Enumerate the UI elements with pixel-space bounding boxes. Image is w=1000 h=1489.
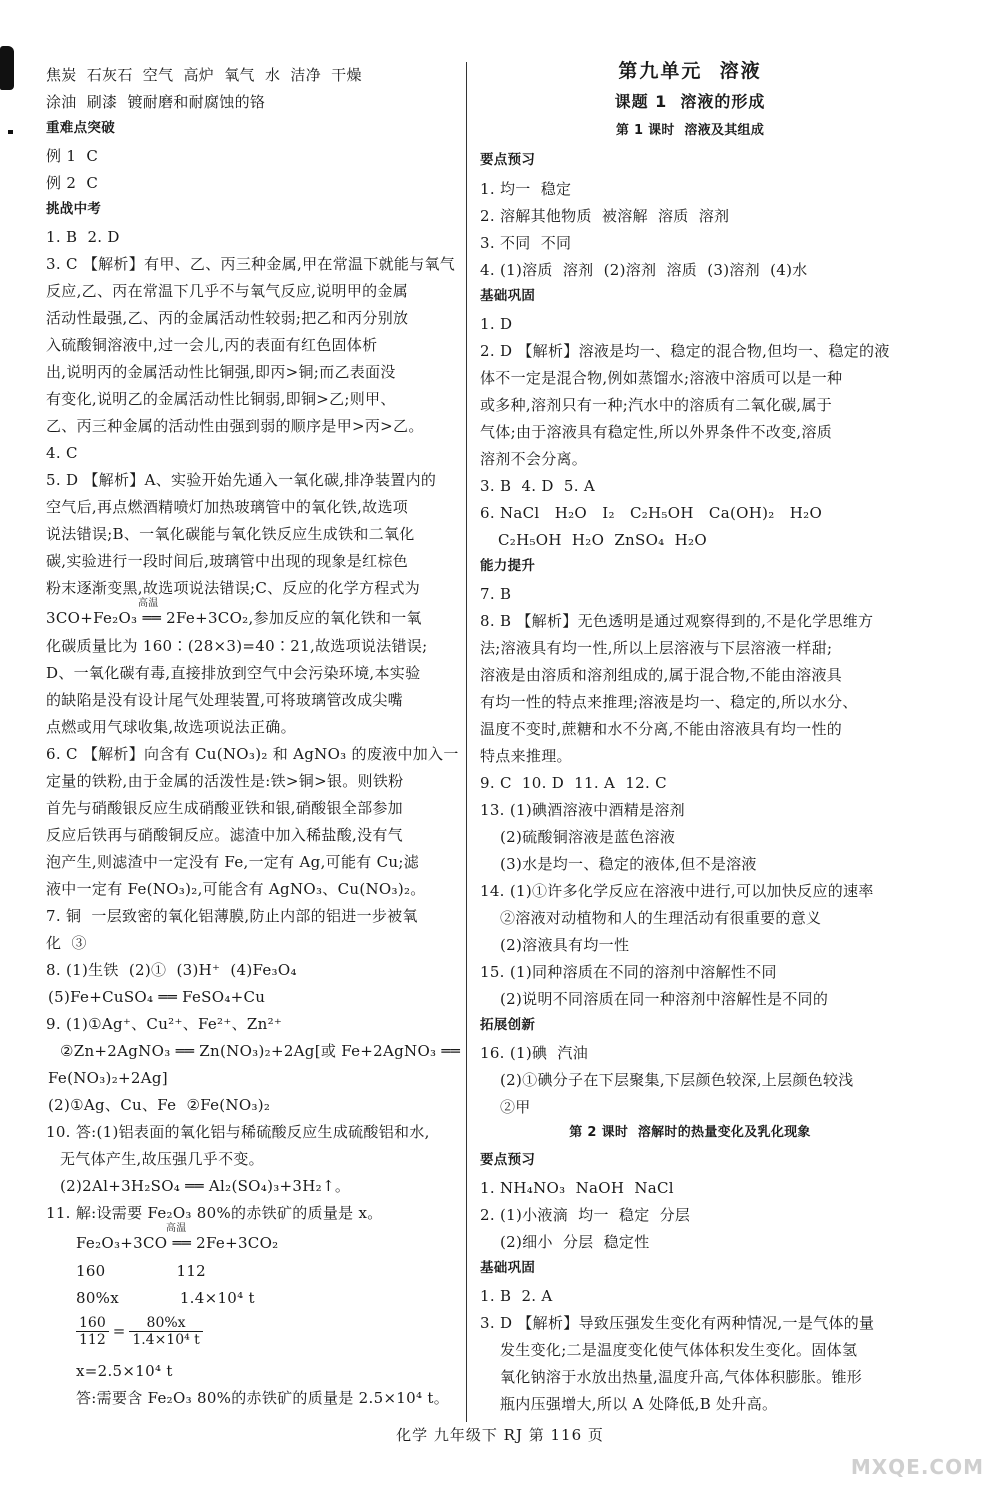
- answer-line: C₂H₅OH H₂O ZnSO₄ H₂O: [498, 531, 707, 549]
- section-heading: 挑战中考: [46, 201, 102, 217]
- answer-line: 160 112: [76, 1262, 207, 1280]
- scan-edge-dot: [8, 130, 13, 134]
- answer-line: 活动性最强,乙、丙的金属活动性较弱;把乙和丙分别放: [46, 309, 409, 327]
- answer-line: 80%x 1.4×10⁴ t: [76, 1289, 255, 1307]
- answer-line: 泡产生,则滤渣中一定没有 Fe,一定有 Ag,可能有 Cu;滤: [46, 853, 420, 871]
- answer-line: D、一氧化碳有毒,直接排放到空气中会污染环境,本实验: [46, 664, 421, 682]
- answer-line: 液中一定有 Fe(NO₃)₂,可能含有 AgNO₃、Cu(NO₃)₂。: [46, 880, 426, 898]
- answer-line: 1. D: [480, 315, 513, 333]
- answer-line: 首先与硝酸银反应生成硝酸亚铁和银,硝酸银全部参加: [46, 799, 403, 817]
- answer-line: 反应,乙、丙在常温下几乎不与氧气反应,说明甲的金属: [46, 282, 409, 300]
- lesson-title: 第 1 课时 溶液及其组成: [615, 123, 765, 138]
- answer-line: 反应后铁再与硝酸铜反应。滤渣中加入稀盐酸,没有气: [46, 826, 403, 844]
- answer-line: 1. B 2. D: [46, 228, 120, 246]
- answer-line: 体不一定是混合物,例如蒸馏水;溶液中溶质可以是一种: [480, 369, 843, 387]
- unit-title: 第九单元 溶液: [618, 60, 762, 82]
- watermark: [810, 1389, 990, 1481]
- section-heading: 重难点突破: [46, 120, 115, 136]
- answer-line: 3. D 【解析】导致压强发生变化有两种情况,一是气体的量: [480, 1314, 875, 1332]
- answer-line: 说法错误;B、一氧化碳能与氧化铁反应生成铁和二氧化: [46, 525, 415, 543]
- answer-line: 有变化,说明乙的金属活动性比铜弱,即铜>乙;则甲、: [46, 390, 396, 408]
- topic-title: 课题 1 溶液的形成: [614, 92, 766, 111]
- answer-line: 特点来推理。: [480, 747, 572, 765]
- answer-line: 7. B: [480, 585, 512, 603]
- answer-line: 空气后,再点燃酒精喷灯加热玻璃管中的氧化铁,故选项: [46, 498, 409, 516]
- answer-line: 3CO+Fe₂O₃ ══ 2Fe+3CO₂,参加反应的氧化铁和一氧: [46, 609, 422, 627]
- answer-line: 10. 答:(1)铝表面的氧化铝与稀硫酸反应生成硫酸铝和水,: [46, 1123, 430, 1141]
- page-footer: 化学 九年级下 RJ 第 116 页: [396, 1426, 604, 1444]
- answer-line: 5. D 【解析】A、实验开始先通入一氧化碳,排净装置内的: [46, 471, 437, 489]
- answer-line: 的缺陷是没有设计尾气处理装置,可将玻璃管改成尖嘴: [46, 691, 403, 709]
- answer-line: 瓶内压强增大,所以 A 处降低,B 处升高。: [500, 1395, 778, 1413]
- answer-line: 溶剂不会分离。: [480, 450, 588, 468]
- answer-line: (2)细小 分层 稳定性: [500, 1233, 650, 1251]
- fraction-numerator: 80%x: [129, 1316, 203, 1332]
- answer-line: 3. C 【解析】有甲、乙、丙三种金属,甲在常温下就能与氧气: [46, 255, 456, 273]
- answer-line: 2. 溶解其他物质 被溶解 溶质 溶剂: [480, 207, 730, 225]
- answer-line: 粉末逐渐变黑,故选项说法错误;C、反应的化学方程式为: [46, 579, 421, 597]
- section-heading: 能力提升: [480, 558, 536, 574]
- answer-line: 或多种,溶剂只有一种;汽水中的溶质有二氧化碳,属于: [480, 396, 833, 414]
- scan-edge-mark: [0, 46, 14, 90]
- answer-line: 无气体产生,故压强几乎不变。: [60, 1150, 264, 1168]
- reaction-condition-label: 高温: [166, 1223, 187, 1234]
- answer-line: 焦炭 石灰石 空气 高炉 氧气 水 洁净 干燥: [46, 66, 362, 84]
- answer-line: 4. (1)溶质 溶剂 (2)溶剂 溶质 (3)溶剂 (4)水: [480, 261, 808, 279]
- answer-line: 3. B 4. D 5. A: [480, 477, 595, 495]
- answer-line: 化碳质量比为 160∶(28×3)=40∶21,故选项说法错误;: [46, 637, 428, 655]
- fraction-denominator: 1.4×10⁴ t: [132, 1332, 200, 1348]
- answer-line: 乙、丙三种金属的活动性由强到弱的顺序是甲>丙>乙。: [46, 417, 424, 435]
- section-heading: 基础巩固: [480, 1260, 536, 1276]
- answer-line: 16. (1)碘 汽油: [480, 1044, 589, 1062]
- section-heading: 要点预习: [480, 1152, 536, 1168]
- answer-line: 例 2 C: [46, 174, 99, 192]
- answer-line: x=2.5×10⁴ t: [76, 1362, 173, 1380]
- answer-line: 1. NH₄NO₃ NaOH NaCl: [480, 1179, 674, 1197]
- answer-line: 15. (1)同种溶质在不同的溶剂中溶解性不同: [480, 963, 777, 981]
- answer-line: (5)Fe+CuSO₄ ══ FeSO₄+Cu: [48, 988, 266, 1006]
- answer-line: 点燃或用气球收集,故选项说法正确。: [46, 718, 296, 736]
- answer-line: 氧化钠溶于水放出热量,温度升高,气体体积膨胀。锥形: [500, 1368, 863, 1386]
- answer-line: 9. (1)①Ag⁺、Cu²⁺、Fe²⁺、Zn²⁺: [46, 1015, 283, 1033]
- column-divider: [466, 62, 467, 1422]
- answer-line: 碳,实验进行一段时间后,玻璃管中出现的现象是红棕色: [46, 552, 409, 570]
- section-heading: 基础巩固: [480, 288, 536, 304]
- answer-line: 6. C 【解析】向含有 Cu(NO₃)₂ 和 AgNO₃ 的废液中加入一: [46, 745, 459, 763]
- answer-line: Fe(NO₃)₂+2Ag]: [48, 1069, 168, 1087]
- answer-line: (2)①Ag、Cu、Fe ②Fe(NO₃)₂: [48, 1096, 271, 1114]
- answer-line: 9. C 10. D 11. A 12. C: [480, 774, 667, 792]
- answer-line: 答:需要含 Fe₂O₃ 80%的赤铁矿的质量是 2.5×10⁴ t。: [76, 1389, 450, 1407]
- section-heading: 拓展创新: [480, 1017, 536, 1033]
- answer-line: 1. 均一 稳定: [480, 180, 572, 198]
- answer-line: (2)2Al+3H₂SO₄ ══ Al₂(SO₄)₃+3H₂↑。: [60, 1177, 351, 1195]
- answer-line: 法;溶液具有均一性,所以上层溶液与下层溶液一样甜;: [480, 639, 833, 657]
- fraction-right: [129, 1316, 203, 1347]
- answer-line: ②Zn+2AgNO₃ ══ Zn(NO₃)₂+2Ag[或 Fe+2AgNO₃ ══: [60, 1042, 461, 1060]
- answer-line: 8. B 【解析】无色透明是通过观察得到的,不是化学思维方: [480, 612, 874, 630]
- answer-line: 涂油 刷漆 镀耐磨和耐腐蚀的铬: [46, 93, 266, 111]
- reaction-condition-label: 高温: [138, 598, 159, 609]
- answer-line: ②甲: [500, 1098, 531, 1116]
- answer-line: 11. 解:设需要 Fe₂O₃ 80%的赤铁矿的质量是 x。: [46, 1204, 383, 1222]
- answer-line: 化 ③: [46, 934, 87, 952]
- answer-line: 温度不变时,蔗糖和水不分离,不能由溶液具有均一性的: [480, 720, 843, 738]
- answer-line: 6. NaCl H₂O I₂ C₂H₅OH Ca(OH)₂ H₂O: [480, 504, 823, 522]
- answer-line: (2)硫酸铜溶液是蓝色溶液: [500, 828, 676, 846]
- answer-line: 气体;由于溶液具有稳定性,所以外界条件不改变,溶质: [480, 423, 833, 441]
- answer-line: (2)溶液具有均一性: [500, 936, 630, 954]
- answer-line: (2)说明不同溶质在同一种溶剂中溶解性是不同的: [500, 990, 829, 1008]
- equals-sign: =: [112, 1322, 126, 1340]
- answer-line: 4. C: [46, 444, 78, 462]
- answer-line: 定量的铁粉,由于金属的活泼性是:铁>铜>银。则铁粉: [46, 772, 404, 790]
- fraction-left: [76, 1316, 109, 1347]
- watermark-text: MXQE.COM: [850, 1455, 984, 1479]
- answer-line: 发生变化;二是温度变化使气体体积发生变化。固体氢: [500, 1341, 858, 1359]
- answer-line: 1. B 2. A: [480, 1287, 553, 1305]
- lesson-2-title: 第 2 课时 溶解时的热量变化及乳化现象: [569, 1125, 811, 1140]
- answer-line: 例 1 C: [46, 147, 99, 165]
- answer-line: 2. (1)小液滴 均一 稳定 分层: [480, 1206, 691, 1224]
- answer-line: 13. (1)碘酒溶液中酒精是溶剂: [480, 801, 685, 819]
- answer-line: (3)水是均一、稳定的液体,但不是溶液: [500, 855, 757, 873]
- answer-line: 溶液是由溶质和溶剂组成的,属于混合物,不能由溶液具: [480, 666, 843, 684]
- answer-line: 2. D 【解析】溶液是均一、稳定的混合物,但均一、稳定的液: [480, 342, 890, 360]
- fraction-numerator: 160: [76, 1316, 109, 1332]
- fraction-denominator: 112: [79, 1332, 106, 1348]
- answer-line: 有均一性的特点来推理;溶液是均一、稳定的,所以水分、: [480, 693, 858, 711]
- section-heading: 要点预习: [480, 152, 536, 168]
- proportion-equation: [76, 1316, 203, 1347]
- answer-line: 8. (1)生铁 (2)① (3)H⁺ (4)Fe₃O₄: [46, 961, 297, 979]
- answer-line: Fe₂O₃+3CO ══ 2Fe+3CO₂: [76, 1234, 279, 1252]
- answer-line: 入硫酸铜溶液中,过一会儿,丙的表面有红色固体析: [46, 336, 378, 354]
- answer-line: (2)①碘分子在下层聚集,下层颜色较深,上层颜色较浅: [500, 1071, 854, 1089]
- answer-line: 出,说明丙的金属活动性比铜强,即丙>铜;而乙表面没: [46, 363, 396, 381]
- answer-line: 14. (1)①许多化学反应在溶液中进行,可以加快反应的速率: [480, 882, 874, 900]
- answer-line: 7. 铜 一层致密的氧化铝薄膜,防止内部的铝进一步被氧: [46, 907, 418, 925]
- answer-line: 3. 不同 不同: [480, 234, 572, 252]
- answer-line: ②溶液对动植物和人的生理活动有很重要的意义: [500, 909, 822, 927]
